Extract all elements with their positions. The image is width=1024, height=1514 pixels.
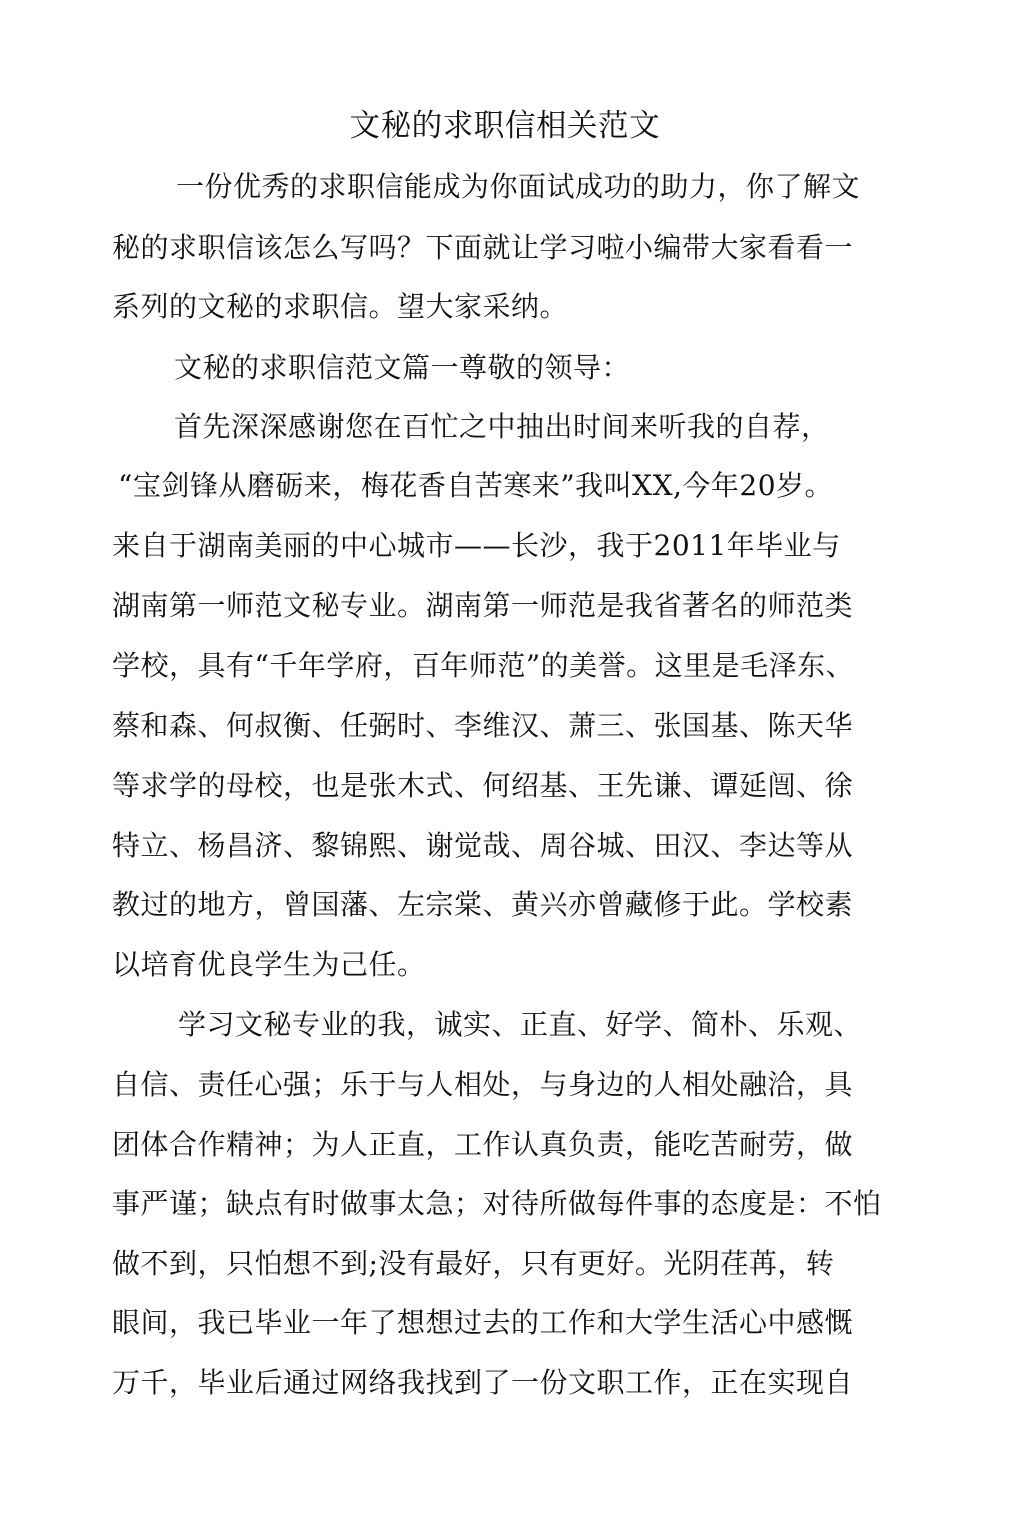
paragraph-line: 湖南第一师范文秘专业。湖南第一师范是我省著名的师范类 [112, 589, 854, 622]
paragraph-line: 来自于湖南美丽的中心城市——长沙，我于2011年毕业与 [112, 529, 841, 562]
paragraph-line: 特立、杨昌济、黎锦熙、谢觉哉、周谷城、田汉、李达等从 [112, 829, 854, 862]
paragraph-line: 自信、责任心强；乐于与人相处，与身边的人相处融洽，具 [112, 1068, 854, 1101]
paragraph-line: 眼间，我已毕业一年了想想过去的工作和大学生活心中感慨 [112, 1306, 854, 1339]
paragraph-line: 首先深深感谢您在百忙之中抽出时间来听我的自荐， [174, 410, 830, 443]
paragraph-line: 系列的文秘的求职信。望大家采纳。 [112, 290, 569, 323]
paragraph-line: 文秘的求职信范文篇一尊敬的领导： [174, 351, 631, 384]
document-title: 文秘的求职信相关范文 [349, 108, 661, 144]
paragraph-line: 蔡和森、何叔衡、任弼时、李维汉、萧三、张国基、陈天华 [112, 709, 854, 742]
paragraph-line: “宝剑锋从磨砺来，梅花香自苦寒来”我叫XX,今年20岁。 [118, 469, 834, 502]
paragraph-line: 万千，毕业后通过网络我找到了一份文职工作，正在实现自 [112, 1366, 854, 1399]
paragraph-line: 等求学的母校，也是张木式、何绍基、王先谦、谭延闿、徐 [112, 769, 854, 802]
paragraph-line: 学习文秘专业的我，诚实、正直、好学、简朴、乐观、 [178, 1008, 863, 1041]
paragraph-line: 事严谨；缺点有时做事太急；对待所做每件事的态度是：不怕 [112, 1187, 882, 1220]
paragraph-line: 教过的地方，曾国藩、左宗棠、黄兴亦曾藏修于此。学校素 [112, 888, 854, 921]
paragraph-line: 学校，具有“千年学府，百年师范”的美誉。这里是毛泽东、 [112, 649, 855, 682]
paragraph-line: 秘的求职信该怎么写吗？下面就让学习啦小编带大家看看一 [112, 231, 854, 264]
paragraph-line: 一份优秀的求职信能成为你面试成功的助力，你了解文 [176, 170, 861, 203]
paragraph-line: 团体合作精神；为人正直，工作认真负责，能吃苦耐劳，做 [112, 1128, 854, 1161]
paragraph-line: 做不到，只怕想不到;没有最好，只有更好。光阴荏苒，转 [112, 1247, 835, 1280]
paragraph-line: 以培育优良学生为己任。 [112, 948, 426, 981]
